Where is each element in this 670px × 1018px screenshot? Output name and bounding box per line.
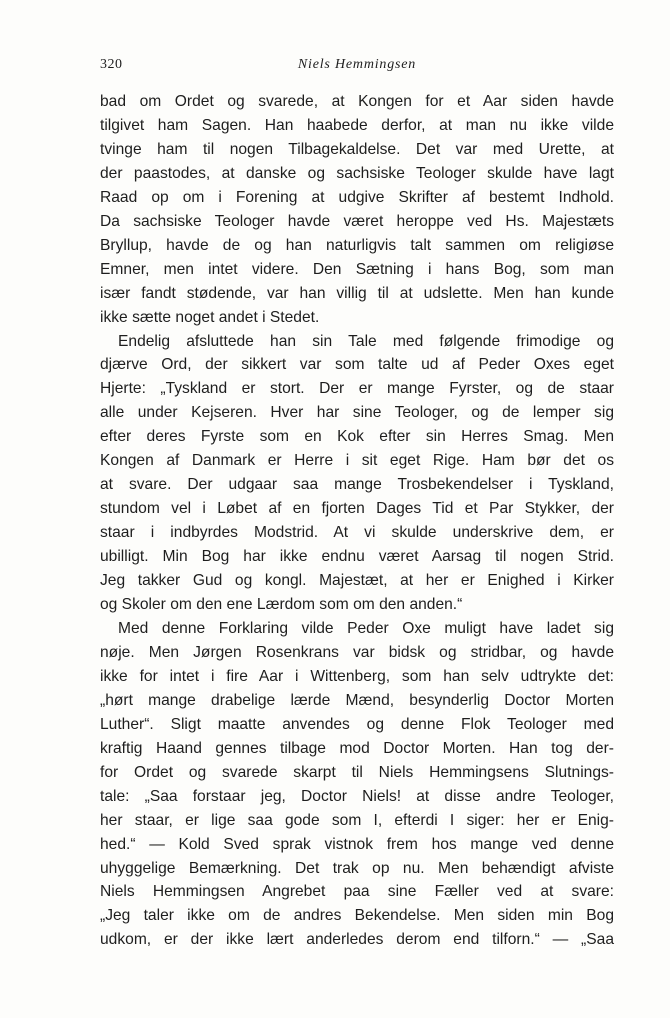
text-line: Med denne Forklaring vilde Peder Oxe muligt have ladet sig xyxy=(118,619,614,637)
text-line: tilgivet ham Sagen. Han haabede derfor, at man nu ikke vilde xyxy=(100,116,614,134)
text-line: Niels Hemmingsen Angrebet paa sine Fæller ved at svare: xyxy=(100,883,614,901)
text-line: Hjerte: „Tyskland er stort. Der er mange Fyrster, og de staar xyxy=(100,380,614,398)
text-line: Luther“. Sligt maatte anvendes og denne Flok Teologer med xyxy=(100,715,614,733)
text-line: „hørt mange drabelige lærde Mænd, besynderlig Doctor Morten xyxy=(100,691,614,709)
text-line: efter deres Fyrste som en Kok efter sin Herres Smag. Men xyxy=(100,428,614,446)
text-line: hed.“ — Kold Sved sprak vistnok frem hos mange ved denne xyxy=(100,835,614,853)
text-line: og Skoler om den ene Lærdom som om den anden.“ xyxy=(100,596,463,614)
text-line: Emner, men intet videre. Den Sætning i hans Bog, som man xyxy=(100,260,614,278)
text-line: kraftig Haand gennes tilbage mod Doctor Morten. Han tog der- xyxy=(100,739,614,757)
text-line: Da sachsiske Teologer havde været heroppe ved Hs. Majestæts xyxy=(100,212,614,230)
text-line: Endelig afsluttede han sin Tale med følgende frimodige og xyxy=(118,332,614,350)
text-line: „Jeg taler ikke om de andres Bekendelse. Men siden min Bog xyxy=(100,907,614,925)
text-line: udkom, er der ikke lært anderledes derom end tilforn.“ — „Saa xyxy=(100,931,614,949)
text-line: for Ordet og svarede skarpt til Niels Hemmingsens Slutnings- xyxy=(100,763,614,781)
text-line: Raad op om i Forening at udgive Skrifter af bestemt Indhold. xyxy=(100,188,614,206)
text-line: Kongen af Danmark er Herre i sit eget Rige. Ham bør det os xyxy=(100,452,614,470)
text-line: uhyggelige Bemærkning. Det trak op nu. Men behændigt afviste xyxy=(100,859,614,877)
running-head xyxy=(100,57,614,79)
text-line: især fandt stødende, var han villig til at udslette. Men han kunde xyxy=(100,284,614,302)
text-line: der paastodes, at danske og sachsiske Teologer skulde have lagt xyxy=(100,164,614,182)
text-line: her staar, er lige saa gode som I, efterdi I siger: her er Enig- xyxy=(100,811,614,829)
text-line: stundom vel i Løbet af en fjorten Dages Tid et Par Stykker, der xyxy=(100,500,614,518)
text-line: djærve Ord, der sikkert var som talte ud af Peder Oxes eget xyxy=(100,356,614,374)
text-line: nøje. Men Jørgen Rosenkrans var bidsk og stridbar, og havde xyxy=(100,643,614,661)
text-line: ikke sætte noget andet i Stedet. xyxy=(100,308,320,326)
page-number: 320 xyxy=(100,57,123,72)
running-title: Niels Hemmingsen xyxy=(297,57,417,72)
body-text xyxy=(100,90,614,952)
text-line: at svare. Der udgaar saa mange Trosbekendelser i Tyskland, xyxy=(100,476,614,494)
text-line: bad om Ordet og svarede, at Kongen for et Aar siden havde xyxy=(100,93,614,110)
text-line: ikke for intet i fire Aar i Wittenberg, som han selv udtrykte det: xyxy=(100,667,614,685)
text-line: ubilligt. Min Bog har ikke endnu været Aarsag til nogen Strid. xyxy=(100,548,614,566)
text-line: Bryllup, havde de og han naturligvis talt sammen om religiøse xyxy=(100,236,614,254)
text-line: Jeg takker Gud og kongl. Majestæt, at her er Enighed i Kirker xyxy=(100,572,614,590)
text-line: tvinge ham til nogen Tilbagekaldelse. Det var med Urette, at xyxy=(100,140,614,158)
text-line: staar i indbyrdes Modstrid. At vi skulde underskrive dem, er xyxy=(100,524,614,542)
text-line: tale: „Saa forstaar jeg, Doctor Niels! at disse andre Teologer, xyxy=(100,787,614,805)
text-line: alle under Kejseren. Hver har sine Teologer, og de lemper sig xyxy=(100,404,614,422)
